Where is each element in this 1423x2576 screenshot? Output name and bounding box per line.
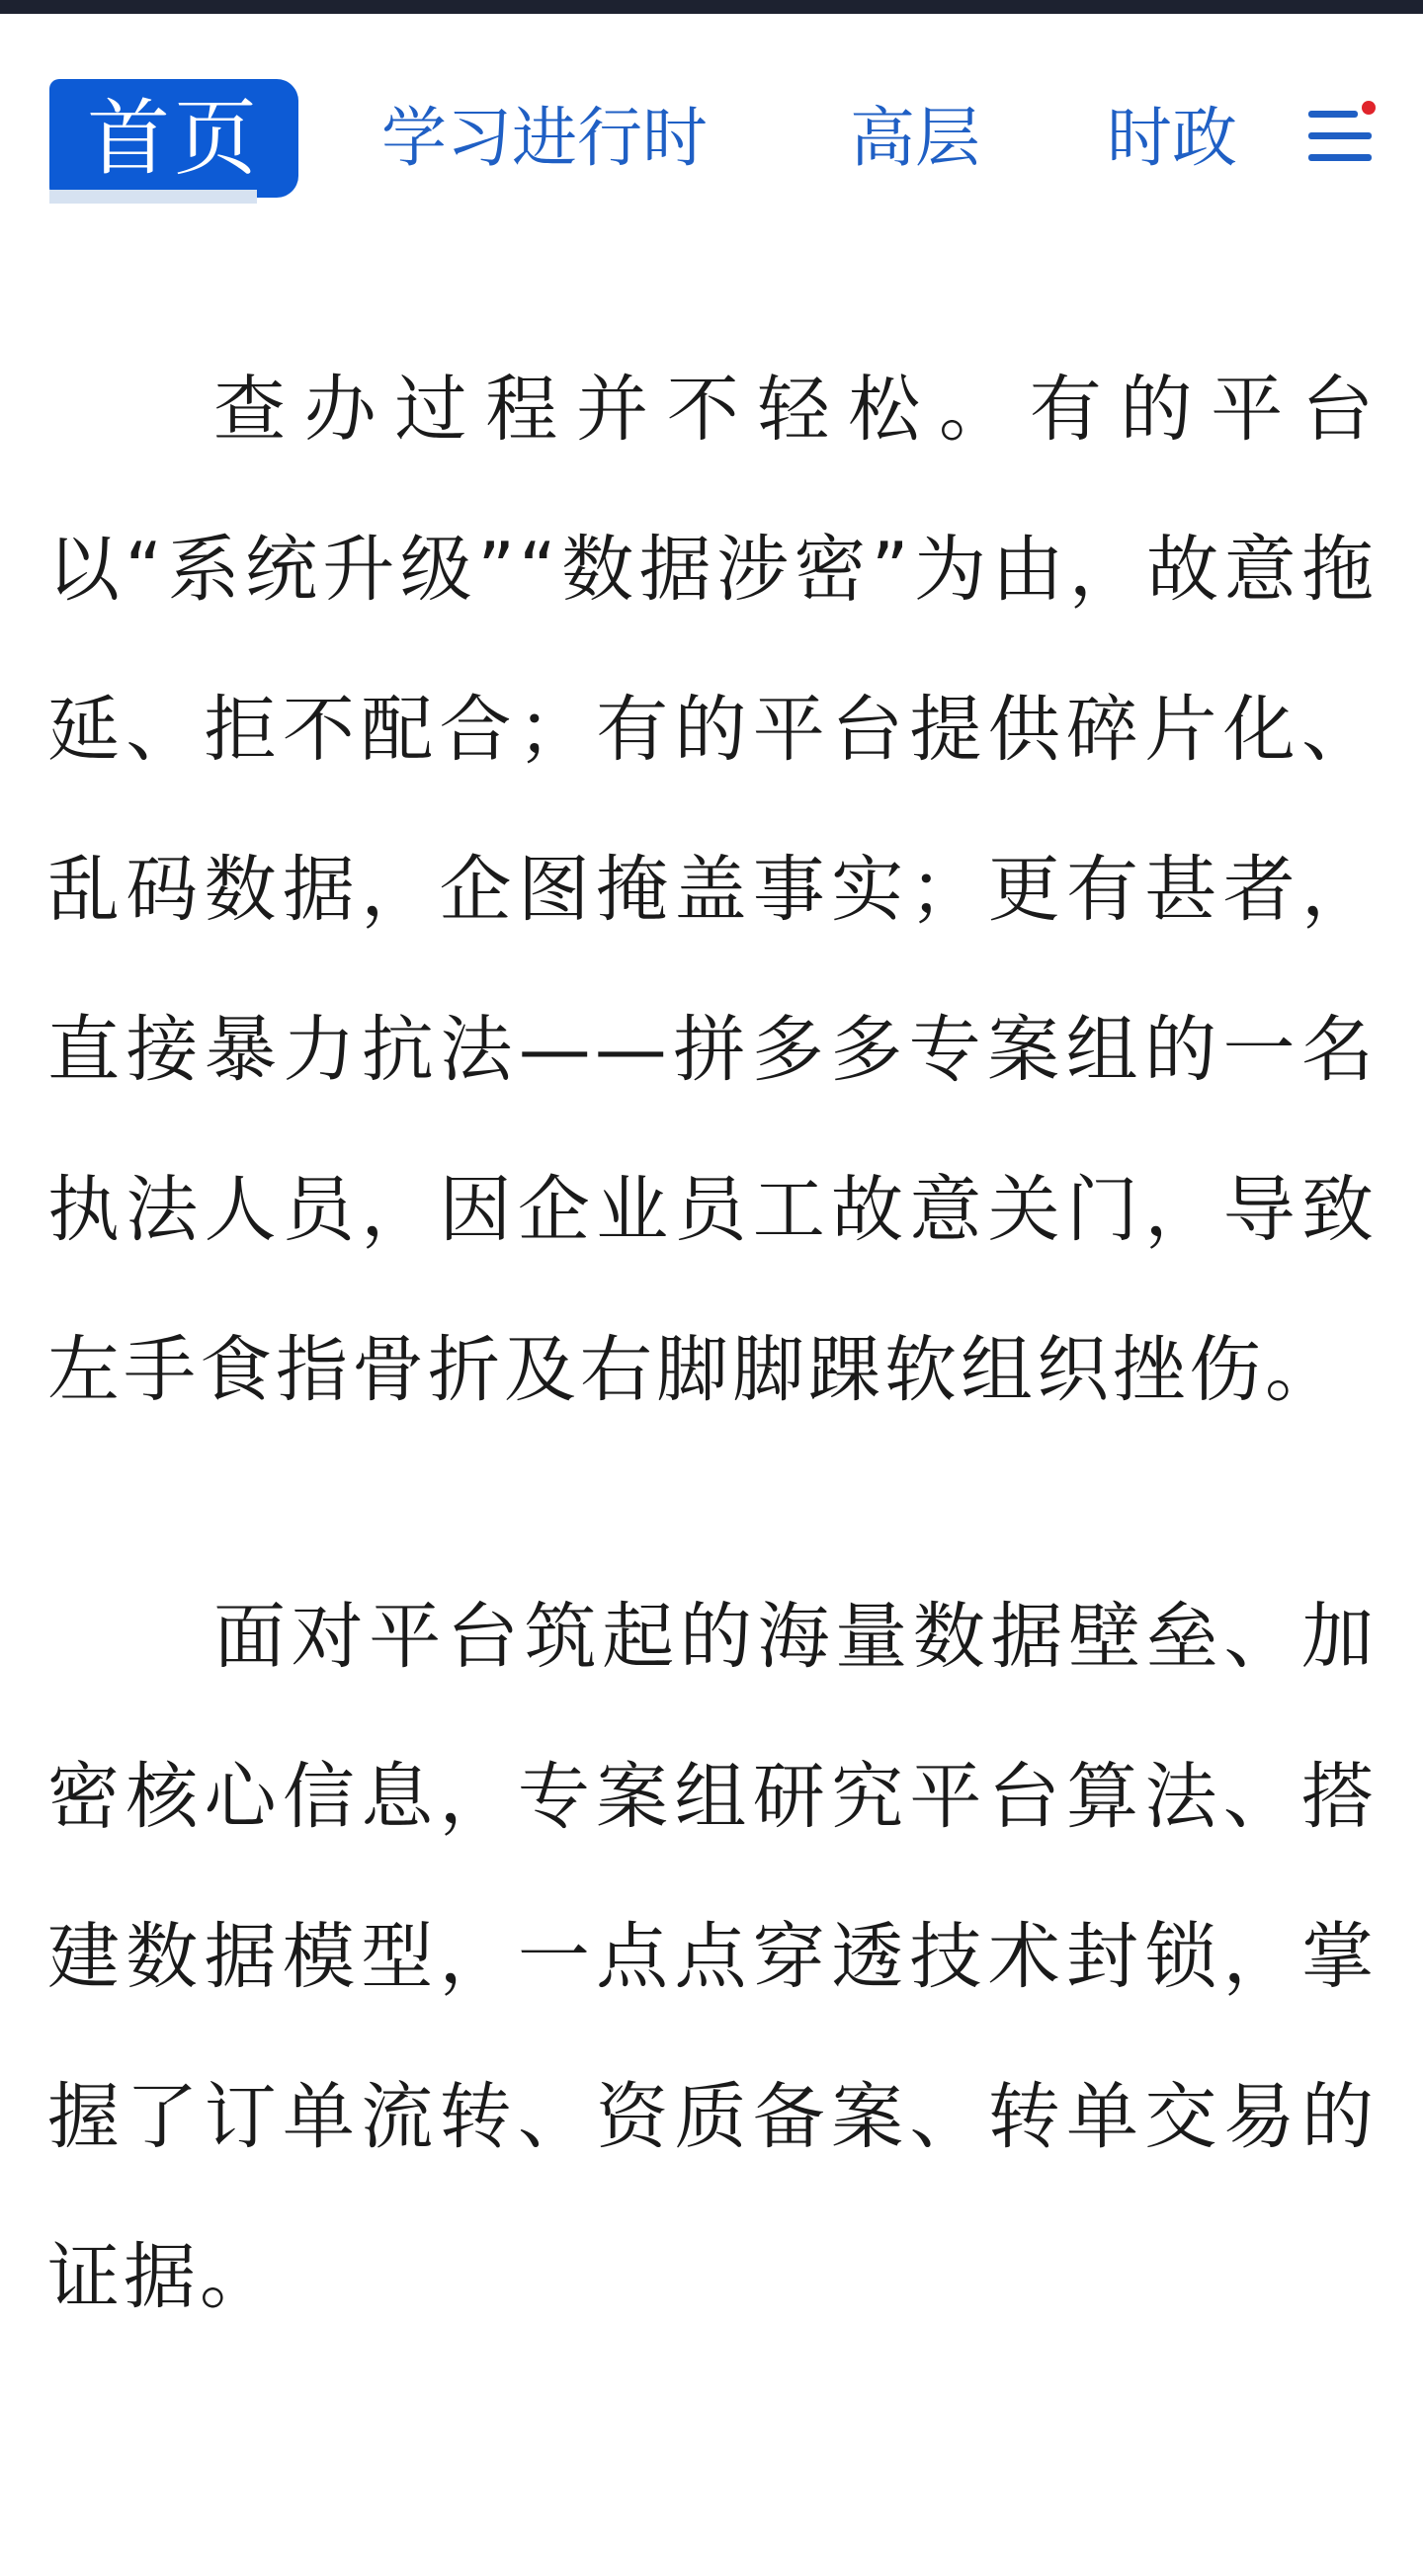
tab-leaders[interactable]: 高层	[850, 100, 980, 176]
menu-bar-middle	[1308, 132, 1372, 139]
tab-politics[interactable]: 时政	[1107, 100, 1237, 176]
status-bar-strip	[0, 0, 1423, 14]
menu-bar-top	[1308, 111, 1358, 118]
tab-home-underline	[49, 190, 257, 204]
article-paragraph-1: 查办过程并不轻松。有的平台以“系统升级”“数据涉密”为由，故意拖延、拒不配合；有的平台提供碎片化、乱码数据，企图掩盖事实；更有甚者，直接暴力抗法——拼多多专案组的一名执法人员，因企业员工故意关门，导致左手食指骨折及右脚脚踝软组织挫伤。	[47, 368, 1378, 1412]
menu-bar-bottom	[1308, 154, 1372, 161]
article-paragraph-2: 面对平台筑起的海量数据壁垒、加密核心信息，专案组研究平台算法、搭建数据模型，一点点穿透技术封锁，掌握了订单流转、资质备案、转单交易的证据。	[47, 1595, 1378, 2319]
tab-home[interactable]: 首页	[49, 79, 298, 198]
tab-study-in-progress[interactable]: 学习进行时	[381, 100, 708, 176]
notification-dot	[1362, 101, 1376, 115]
article-body	[47, 330, 1378, 2358]
channel-nav	[0, 79, 1423, 208]
hamburger-menu-icon[interactable]	[1308, 105, 1374, 168]
